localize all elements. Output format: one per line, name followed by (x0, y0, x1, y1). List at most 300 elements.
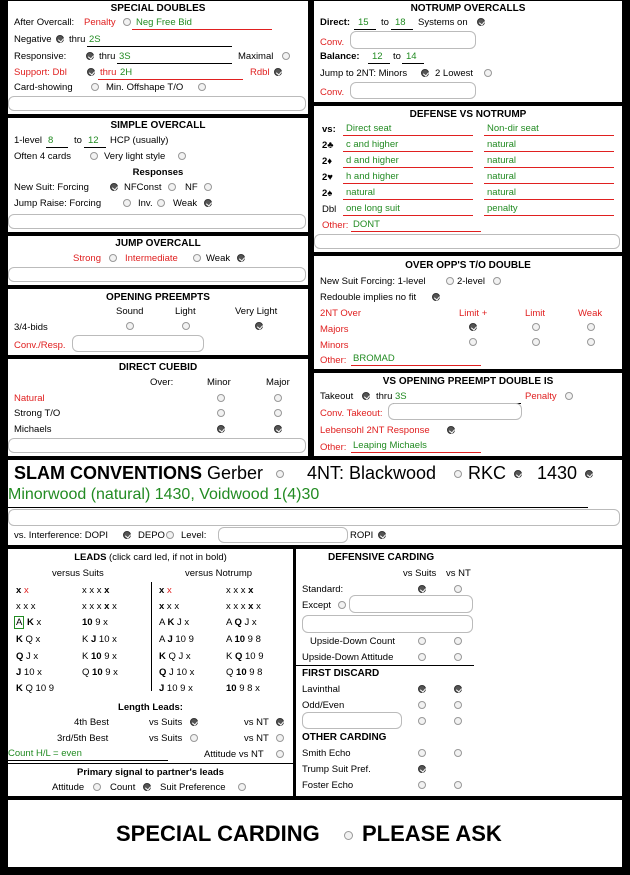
strong-to-minor-checkbox[interactable] (217, 409, 225, 417)
smith-echo-suits-checkbox[interactable] (418, 749, 426, 757)
except-field-2[interactable] (302, 615, 473, 633)
lebensohl-checkbox[interactable] (447, 426, 455, 434)
lead-card[interactable]: A K J x (159, 617, 190, 628)
vs-suits-label: vs Suits (149, 733, 183, 744)
negative-underline (87, 46, 232, 47)
weak-header: Weak (578, 308, 603, 319)
vs-nt-header: versus Notrump (185, 568, 253, 579)
neg-free-bid-underline (132, 29, 272, 30)
systems-on-label: Systems on (418, 17, 468, 28)
vs-nt-label: vs NT (244, 717, 269, 728)
penalty-checkbox[interactable] (123, 18, 131, 26)
level1-checkbox[interactable] (446, 277, 454, 285)
direct-underline (343, 167, 473, 168)
negative-checkbox[interactable] (56, 35, 64, 43)
other-value[interactable]: DONT (353, 219, 380, 230)
level-field[interactable] (218, 527, 348, 543)
inv-checkbox[interactable] (157, 199, 165, 207)
defensive-carding-section (296, 549, 622, 796)
lead-card[interactable]: 10 9 8 x (226, 683, 260, 694)
ud-count-label: Upside-Down Count (310, 636, 396, 647)
special-carding-label: SPECIAL CARDING (116, 821, 320, 846)
trump-suit-pref-checkbox[interactable] (418, 765, 426, 773)
fourth-best-nt-checkbox[interactable] (276, 718, 284, 726)
lead-card[interactable]: J 10 9 x (159, 683, 193, 694)
other-carding-heading: OTHER CARDING (302, 732, 387, 743)
vs-suits-header: versus Suits (52, 568, 104, 579)
lead-card[interactable]: K Q x (16, 634, 41, 645)
responsive-underline (117, 63, 232, 64)
thru-label: thru (376, 391, 393, 402)
special-carding-section (8, 800, 622, 867)
majors-limit-checkbox[interactable] (532, 323, 540, 331)
responsive-checkbox[interactable] (86, 52, 94, 60)
direct-value[interactable]: h and higher (346, 171, 399, 182)
two-lowest-label: 2 Lowest (435, 68, 474, 79)
balance-to-value[interactable]: 14 (406, 51, 417, 62)
rdbl-checkbox[interactable] (274, 68, 282, 76)
third-fifth-suits-checkbox[interactable] (190, 734, 198, 742)
please-ask-label: PLEASE ASK (362, 821, 502, 846)
natural-major-checkbox[interactable] (274, 394, 282, 402)
nondir-underline (484, 151, 614, 152)
new-suit-label: New Suit: Forcing (14, 182, 89, 193)
discard-other-field[interactable] (302, 712, 402, 729)
length-leads-heading: Length Leads: (118, 702, 183, 713)
except-label: Except (302, 600, 332, 611)
thru-label: thru (100, 67, 117, 78)
jump-raise-label: Jump Raise: Forcing (14, 198, 102, 209)
opening-preempts-section (8, 289, 308, 355)
conv-label: Conv. (320, 37, 345, 48)
lead-card[interactable]: J 10 x (16, 667, 42, 678)
third-fifth-nt-checkbox[interactable] (276, 734, 284, 742)
direct-seat-header: Direct seat (346, 123, 392, 134)
minors-limit-plus-checkbox[interactable] (469, 338, 477, 346)
support-thru-value[interactable]: 2H (120, 67, 133, 78)
leads-title: LEADS (74, 552, 107, 563)
lead-card[interactable]: K Q J x (159, 651, 191, 662)
primary-signal-heading: Primary signal to partner's leads (77, 767, 224, 778)
smith-echo-label: Smith Echo (302, 748, 351, 759)
lead-card[interactable]: 10 9 x (82, 617, 108, 628)
lavinthal-nt-checkbox[interactable] (454, 685, 462, 693)
hcp-to-value[interactable]: 12 (88, 135, 99, 146)
lead-card[interactable]: A J 10 9 (159, 634, 194, 645)
leads-section (8, 549, 293, 796)
depo-label: DEPO (138, 530, 165, 541)
suit-pref-label: Suit Preference (160, 782, 226, 793)
majors-label: Majors (320, 324, 349, 335)
michaels-major-checkbox[interactable] (274, 425, 282, 433)
very-light-label: Very light style (104, 151, 166, 162)
except-field-1[interactable] (349, 595, 473, 613)
to-label: to (381, 17, 389, 28)
direct-underline (343, 135, 473, 136)
conv-field[interactable] (350, 31, 476, 49)
lead-card[interactable]: A 10 9 8 (226, 634, 261, 645)
suit-pref-checkbox[interactable] (238, 783, 246, 791)
support-label: Support: Dbl (14, 67, 67, 78)
two-lowest-checkbox[interactable] (484, 69, 492, 77)
foster-echo-suits-checkbox[interactable] (418, 781, 426, 789)
foster-echo-label: Foster Echo (302, 780, 354, 791)
natural-label: Natural (14, 393, 45, 404)
majors-weak-checkbox[interactable] (587, 323, 595, 331)
bid-label: Dbl (322, 204, 337, 215)
support-underline (98, 79, 243, 80)
section-title: JUMP OVERCALL (115, 238, 201, 249)
other-underline (351, 231, 481, 232)
ud-count-suits-checkbox[interactable] (418, 637, 426, 645)
ud-attitude-suits-checkbox[interactable] (418, 653, 426, 661)
to-label: to (393, 51, 401, 62)
other-label: Other: (322, 220, 349, 231)
1430-checkbox[interactable] (585, 470, 593, 478)
lead-card[interactable]: x x x x (82, 585, 110, 596)
over-to-double-section (314, 256, 622, 369)
bid-label: 2♦ (322, 156, 333, 167)
often-4-checkbox[interactable] (90, 152, 98, 160)
nondir-underline (484, 199, 614, 200)
hcp-to-underline (84, 147, 106, 148)
blackwood-checkbox[interactable] (454, 470, 462, 478)
section-title: VS OPENING PREEMPT DOUBLE IS (382, 376, 554, 387)
responses-heading: Responses (132, 167, 184, 178)
conv-resp-label: Conv./Resp. (14, 340, 66, 351)
direct-value[interactable]: d and higher (346, 155, 399, 166)
penalty-checkbox[interactable] (565, 392, 573, 400)
direct-value[interactable]: one long suit (346, 203, 400, 214)
thru-value[interactable]: 3S (395, 391, 407, 402)
takeout-label: Takeout (320, 391, 354, 402)
notes-field[interactable] (314, 234, 620, 249)
minor-header: Minor (207, 377, 231, 388)
other-label: Other: (320, 442, 347, 453)
attitude-vs-nt-label: Attitude vs NT (204, 749, 264, 760)
except-checkbox[interactable] (338, 601, 346, 609)
count-hl-value[interactable]: Count H/L = even (8, 748, 82, 759)
intermediate-label: Intermediate (125, 253, 178, 264)
natural-minor-checkbox[interactable] (217, 394, 225, 402)
intermediate-checkbox[interactable] (193, 254, 201, 262)
lead-card[interactable]: K 10 9 x (82, 651, 117, 662)
michaels-minor-checkbox[interactable] (217, 425, 225, 433)
level2-checkbox[interactable] (493, 277, 501, 285)
level2-label: 2-level (457, 276, 485, 287)
direct-from-value[interactable]: 15 (358, 17, 369, 28)
notrump-overcalls-section (314, 1, 622, 102)
conv-resp-field[interactable] (72, 335, 204, 352)
odd-even-nt-checkbox[interactable] (454, 701, 462, 709)
other-value[interactable]: Leaping Michaels (353, 440, 427, 451)
lead-card[interactable]: A Q J x (226, 617, 257, 628)
section-title: NOTRUMP OVERCALLS (410, 3, 526, 14)
strong-checkbox[interactable] (109, 254, 117, 262)
weak-label: Weak (173, 198, 198, 209)
takeout-checkbox[interactable] (362, 392, 370, 400)
direct-cuebid-section (8, 359, 308, 456)
light-header: Light (175, 306, 196, 317)
vs-preempt-section (314, 373, 622, 456)
minors-label: Minors (320, 340, 349, 351)
notes-field[interactable] (8, 438, 306, 453)
nfconst-label: NFConst (124, 182, 162, 193)
direct-underline (343, 215, 473, 216)
systems-on-checkbox[interactable] (477, 18, 485, 26)
limit-header: Limit (525, 308, 546, 319)
redouble-label: Redouble implies no fit (320, 292, 417, 303)
conv-takeout-label: Conv. Takeout: (320, 408, 383, 419)
standard-nt-checkbox[interactable] (454, 585, 462, 593)
rkc-label: RKC (468, 463, 507, 483)
slam-conventions-section (8, 460, 622, 545)
support-dbl-checkbox[interactable] (87, 68, 95, 76)
thru-label: thru (99, 51, 116, 62)
weak-label: Weak (206, 253, 231, 264)
nondir-value[interactable]: natural (487, 155, 517, 166)
slam-title-row (14, 464, 263, 482)
notes-field[interactable] (8, 509, 620, 526)
minorwood-value[interactable]: Minorwood (natural) 1430, Voidwood 1(4)30 (8, 486, 320, 503)
light-checkbox[interactable] (182, 322, 190, 330)
strong-to-major-checkbox[interactable] (274, 409, 282, 417)
bid-label: 2♥ (322, 172, 333, 183)
nondir-value[interactable]: natural (487, 171, 517, 182)
notes-field[interactable] (8, 214, 306, 229)
count-hl-underline (8, 760, 168, 761)
attitude-checkbox[interactable] (93, 783, 101, 791)
very-light-header: Very Light (235, 306, 278, 317)
direct-label: Direct: (320, 17, 351, 28)
responsive-label: Responsive: (14, 51, 67, 62)
other-label: Other: (320, 355, 347, 366)
often-4-label: Often 4 cards (14, 151, 72, 162)
bid-label: 2♣ (322, 140, 334, 151)
odd-even-suits-checkbox[interactable] (418, 701, 426, 709)
lead-card[interactable]: K Q 10 9 (226, 651, 264, 662)
conv-label: Conv. (320, 87, 345, 98)
jump-raise-forcing-checkbox[interactable] (123, 199, 131, 207)
special-carding-checkbox[interactable] (344, 831, 353, 840)
inv-label: Inv. (138, 198, 153, 209)
sound-checkbox[interactable] (126, 322, 134, 330)
card-showing-label: Card-showing (14, 82, 73, 93)
jump-2nt-label: Jump to 2NT: Minors (320, 68, 408, 79)
conv-takeout-field[interactable] (388, 403, 522, 420)
nf-checkbox[interactable] (204, 183, 212, 191)
discard-other-suits-checkbox[interactable] (418, 717, 426, 725)
neg-free-bid-value[interactable]: Neg Free Bid (136, 17, 192, 28)
very-light-checkbox[interactable] (255, 322, 263, 330)
fourth-best-suits-checkbox[interactable] (190, 718, 198, 726)
first-discard-heading: FIRST DISCARD (302, 668, 380, 679)
section-title: DEFENSIVE CARDING (328, 552, 435, 563)
slam-title: SLAM CONVENTIONS (14, 463, 203, 483)
direct-to-value[interactable]: 18 (395, 17, 406, 28)
lead-card[interactable]: x x x x x (82, 601, 117, 612)
non-dir-seat-header: Non-dir seat (487, 123, 539, 134)
hcp-from-value[interactable]: 8 (48, 135, 54, 146)
nondir-value[interactable]: penalty (487, 203, 518, 214)
other-underline (351, 365, 481, 366)
discard-other-nt-checkbox[interactable] (454, 717, 462, 725)
vs-label: vs: (322, 124, 336, 135)
lebensohl-label: Lebensohl 2NT Response (320, 425, 430, 436)
1430-label: 1430 (537, 463, 578, 483)
negative-thru-value[interactable]: 2S (89, 34, 101, 45)
lead-card[interactable]: Q J 10 x (159, 667, 195, 678)
leads-bottom-divider (8, 763, 293, 764)
new-suit-label: New Suit Forcing: 1-level (320, 276, 426, 287)
to-label: to (74, 135, 82, 146)
min-offshape-label: Min. Offshape T/O (106, 82, 184, 93)
ud-attitude-label: Upside-Down Attitude (302, 652, 394, 663)
standard-label: Standard: (302, 584, 344, 595)
leads-divider (151, 582, 152, 691)
nondir-underline (484, 135, 614, 136)
weak-checkbox[interactable] (237, 254, 245, 262)
foster-echo-nt-checkbox[interactable] (454, 781, 462, 789)
direct-underline (343, 199, 473, 200)
card-showing-checkbox[interactable] (91, 83, 99, 91)
level-label: Level: (181, 530, 207, 541)
standard-suits-checkbox[interactable] (418, 585, 426, 593)
rkc-checkbox[interactable] (514, 470, 522, 478)
responsive-thru-value[interactable]: 3S (119, 51, 131, 62)
minors-weak-checkbox[interactable] (587, 338, 595, 346)
divider (296, 665, 474, 666)
vs-suits-label: vs Suits (149, 717, 183, 728)
other-value[interactable]: BROMAD (353, 353, 395, 364)
lead-card[interactable]: Q J x (16, 651, 39, 662)
lead-card[interactable]: x x x x (226, 585, 254, 596)
maximal-checkbox[interactable] (282, 52, 290, 60)
nf-label: NF (185, 182, 198, 193)
section-title: SIMPLE OVERCALL (110, 120, 206, 131)
majors-limit-plus-checkbox[interactable] (469, 323, 477, 331)
depo-checkbox[interactable] (166, 531, 174, 539)
section-title: SPECIAL DOUBLES (110, 3, 206, 14)
defense-vs-nt-section (314, 106, 622, 252)
third-fifth-label: 3rd/5th Best (57, 733, 109, 744)
weak-checkbox[interactable] (204, 199, 212, 207)
rdbl-label: Rdbl (250, 67, 270, 78)
balance-from-underline (368, 63, 390, 64)
ud-attitude-nt-checkbox[interactable] (454, 653, 462, 661)
direct-value[interactable]: c and higher (346, 139, 399, 150)
bid-label: 2♠ (322, 188, 333, 199)
trump-suit-pref-label: Trump Suit Pref. (302, 764, 371, 775)
nondir-underline (484, 183, 614, 184)
over-label: Over: (150, 377, 174, 388)
lead-card[interactable]: x x (159, 585, 172, 596)
leads-title-note: (click card led, if not in bold) (109, 552, 227, 563)
balance-from-value[interactable]: 12 (372, 51, 383, 62)
lead-card[interactable]: x x x (16, 601, 36, 612)
count-label: Count (110, 782, 136, 793)
lead-card[interactable]: x x (16, 585, 29, 596)
nfconst-checkbox[interactable] (168, 183, 176, 191)
negative-label: Negative (14, 34, 52, 45)
limit-plus-header: Limit + (459, 308, 488, 319)
lead-card[interactable]: Q 10 9 8 (226, 667, 263, 678)
minors-limit-checkbox[interactable] (532, 338, 540, 346)
lead-card[interactable]: A K x (16, 617, 42, 628)
forcing-checkbox[interactable] (110, 183, 118, 191)
balance-to-underline (402, 63, 424, 64)
ropi-checkbox[interactable] (378, 531, 386, 539)
vs-nt-header: vs NT (446, 568, 471, 579)
smith-echo-nt-checkbox[interactable] (454, 749, 462, 757)
min-offshape-checkbox[interactable] (198, 83, 206, 91)
simple-overcall-section (8, 118, 308, 232)
ropi-label: ROPI (350, 530, 374, 541)
direct-value[interactable]: natural (346, 187, 376, 198)
vs-nt-label: vs NT (244, 733, 269, 744)
lavinthal-label: Lavinthal (302, 684, 341, 695)
after-overcall-label: After Overcall: (14, 17, 75, 28)
redouble-checkbox[interactable] (432, 293, 440, 301)
attitude-vs-nt-checkbox[interactable] (276, 750, 284, 758)
dopi-checkbox[interactable] (123, 531, 131, 539)
level1-label: 1-level (14, 135, 42, 146)
section-title: OVER OPP'S T/O DOUBLE (405, 260, 531, 271)
sound-header: Sound (116, 306, 144, 317)
nt-over-label: 2NT Over (320, 308, 362, 319)
lead-card[interactable]: x x x x x (226, 601, 261, 612)
gerber-checkbox[interactable] (276, 470, 284, 478)
major-header: Major (266, 377, 290, 388)
section-title: DIRECT CUEBID (118, 362, 198, 373)
lead-card[interactable]: K Q 10 9 (16, 683, 55, 694)
notes-field[interactable] (8, 267, 306, 282)
hcp-label: HCP (usually) (110, 135, 169, 146)
minorwood-underline (8, 507, 588, 508)
very-light-checkbox[interactable] (178, 152, 186, 160)
nondir-value[interactable]: natural (487, 187, 517, 198)
special-doubles-section (8, 1, 308, 114)
gerber-label: Gerber (207, 463, 264, 483)
direct-from-underline (354, 29, 376, 30)
lead-card[interactable]: Q 10 9 x (82, 667, 118, 678)
strong-to-label: Strong T/O (14, 408, 61, 419)
thru-label: thru (69, 34, 86, 45)
ud-count-nt-checkbox[interactable] (454, 637, 462, 645)
penalty-label: Penalty (525, 391, 557, 402)
maximal-label: Maximal (238, 51, 274, 62)
minors-checkbox[interactable] (421, 69, 429, 77)
4nt-label: 4NT: Blackwood (307, 463, 437, 483)
section-title: DEFENSE VS NOTRUMP (409, 109, 527, 120)
nondir-underline (484, 167, 614, 168)
lead-card[interactable]: x x x (159, 601, 180, 612)
odd-even-label: Odd/Even (302, 700, 345, 711)
hcp-from-underline (46, 147, 68, 148)
penalty-label: Penalty (84, 17, 116, 28)
direct-underline (343, 151, 473, 152)
bids34-label: 3/4-bids (14, 322, 48, 333)
lead-card[interactable]: K J 10 x (82, 634, 117, 645)
count-checkbox[interactable] (143, 783, 151, 791)
nondir-value[interactable]: natural (487, 139, 517, 150)
michaels-label: Michaels (14, 424, 52, 435)
lavinthal-suits-checkbox[interactable] (418, 685, 426, 693)
strong-label: Strong (73, 253, 101, 264)
conv-field[interactable] (350, 82, 476, 99)
vs-suits-header: vs Suits (403, 568, 437, 579)
notes-field[interactable] (8, 96, 306, 111)
